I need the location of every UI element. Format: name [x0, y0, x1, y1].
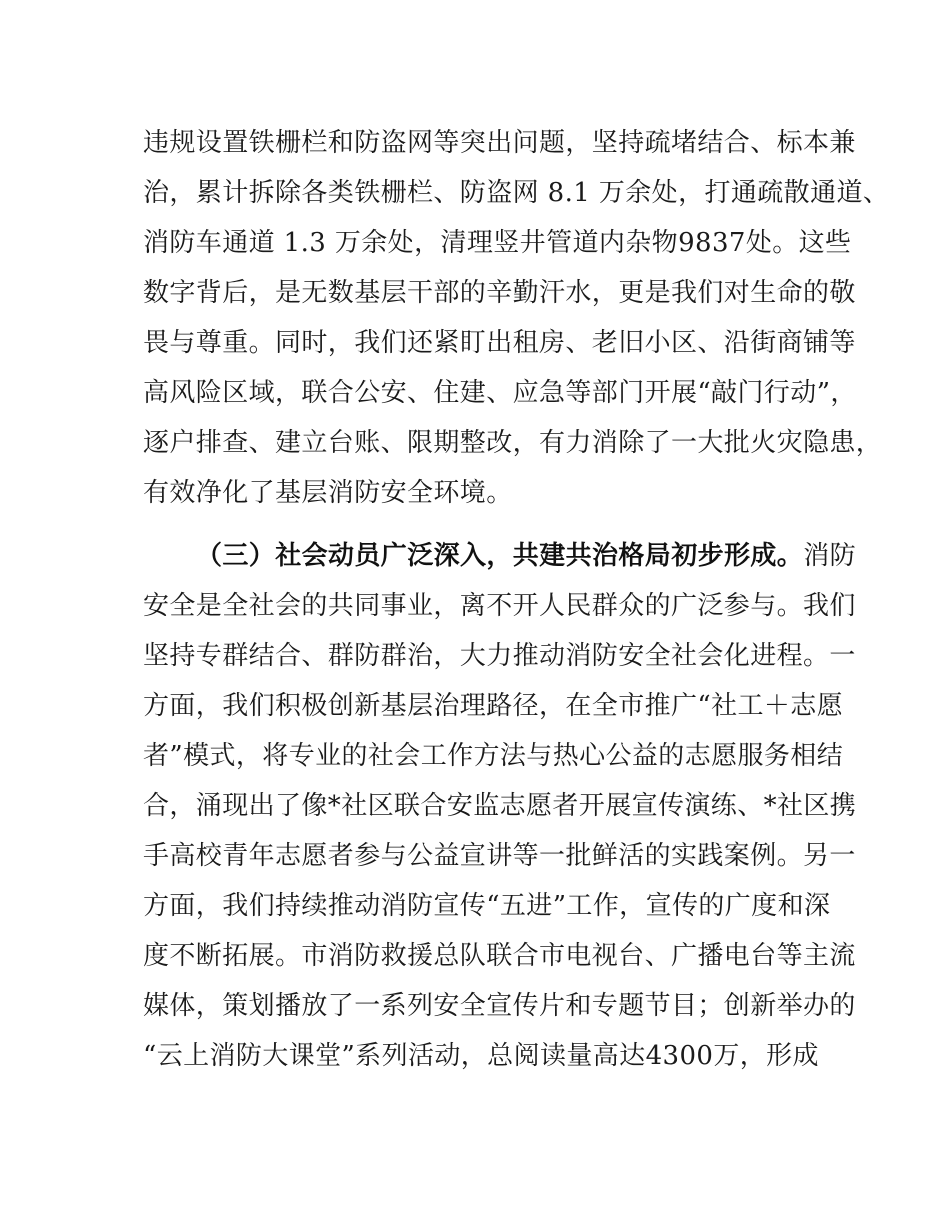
- paragraph-1-line-6: 高风险区域，联合公安、住建、应急等部门开展“敲门行动”，: [143, 378, 857, 408]
- paragraph-1-line-7: 逐户排查、建立台账、限期整改，有力消除了一大批火灾隐患，: [143, 428, 883, 458]
- paragraph-2-line-4: 方面，我们积极创新基层治理路径，在全市推广“社工＋志愿: [143, 691, 844, 721]
- paragraph-2-line-10: 媒体，策划播放了一系列安全宣传片和专题节目；创新举办的: [143, 991, 856, 1021]
- section-heading: （三）社会动员广泛深入，共建共治格局初步形成。: [196, 541, 804, 571]
- paragraph-2-line-2: 安全是全社会的共同事业，离不开人民群众的广泛参与。我们: [143, 591, 856, 621]
- paragraph-2-line-7: 手高校青年志愿者参与公益宣讲等一批鲜活的实践案例。另一: [143, 841, 856, 871]
- paragraph-1-line-1: 违规设置铁栅栏和防盗网等突出问题，坚持疏堵结合、标本兼: [143, 128, 856, 158]
- paragraph-2-line-5: 者”模式，将专业的社会工作方法与热心公益的志愿服务相结: [143, 741, 844, 771]
- paragraph-2-line-3: 坚持专群结合、群防群治，大力推动消防安全社会化进程。一: [143, 641, 856, 671]
- paragraph-2-line-6: 合，涌现出了像*社区联合安监志愿者开展宣传演练、*社区携: [143, 791, 857, 821]
- paragraph-1-line-3: 消防车通道 1.3 万余处，清理竖井管道内杂物9837处。这些: [143, 228, 852, 258]
- paragraph-2-line-8: 方面，我们持续推动消防宣传“五进”工作，宣传的广度和深: [143, 891, 831, 921]
- paragraph-2-first-line-rest: 消防: [803, 541, 857, 571]
- paragraph-2-first-line: [196, 540, 856, 572]
- paragraph-1-line-2: 治，累计拆除各类铁栅栏、防盗网 8.1 万余处，打通疏散通道、: [143, 178, 890, 208]
- paragraph-2-line-11: “云上消防大课堂”系列活动，总阅读量高达4300万，形成: [143, 1041, 819, 1071]
- paragraph-2-line-9: 度不断拓展。市消防救援总队联合市电视台、广播电台等主流: [143, 941, 856, 971]
- paragraph-1-line-5: 畏与尊重。同时，我们还紧盯出租房、老旧小区、沿街商铺等: [143, 328, 856, 358]
- paragraph-1-line-4: 数字背后，是无数基层干部的辛勤汗水，更是我们对生命的敬: [143, 278, 856, 308]
- paragraph-1-line-8: 有效净化了基层消防安全环境。: [143, 478, 513, 508]
